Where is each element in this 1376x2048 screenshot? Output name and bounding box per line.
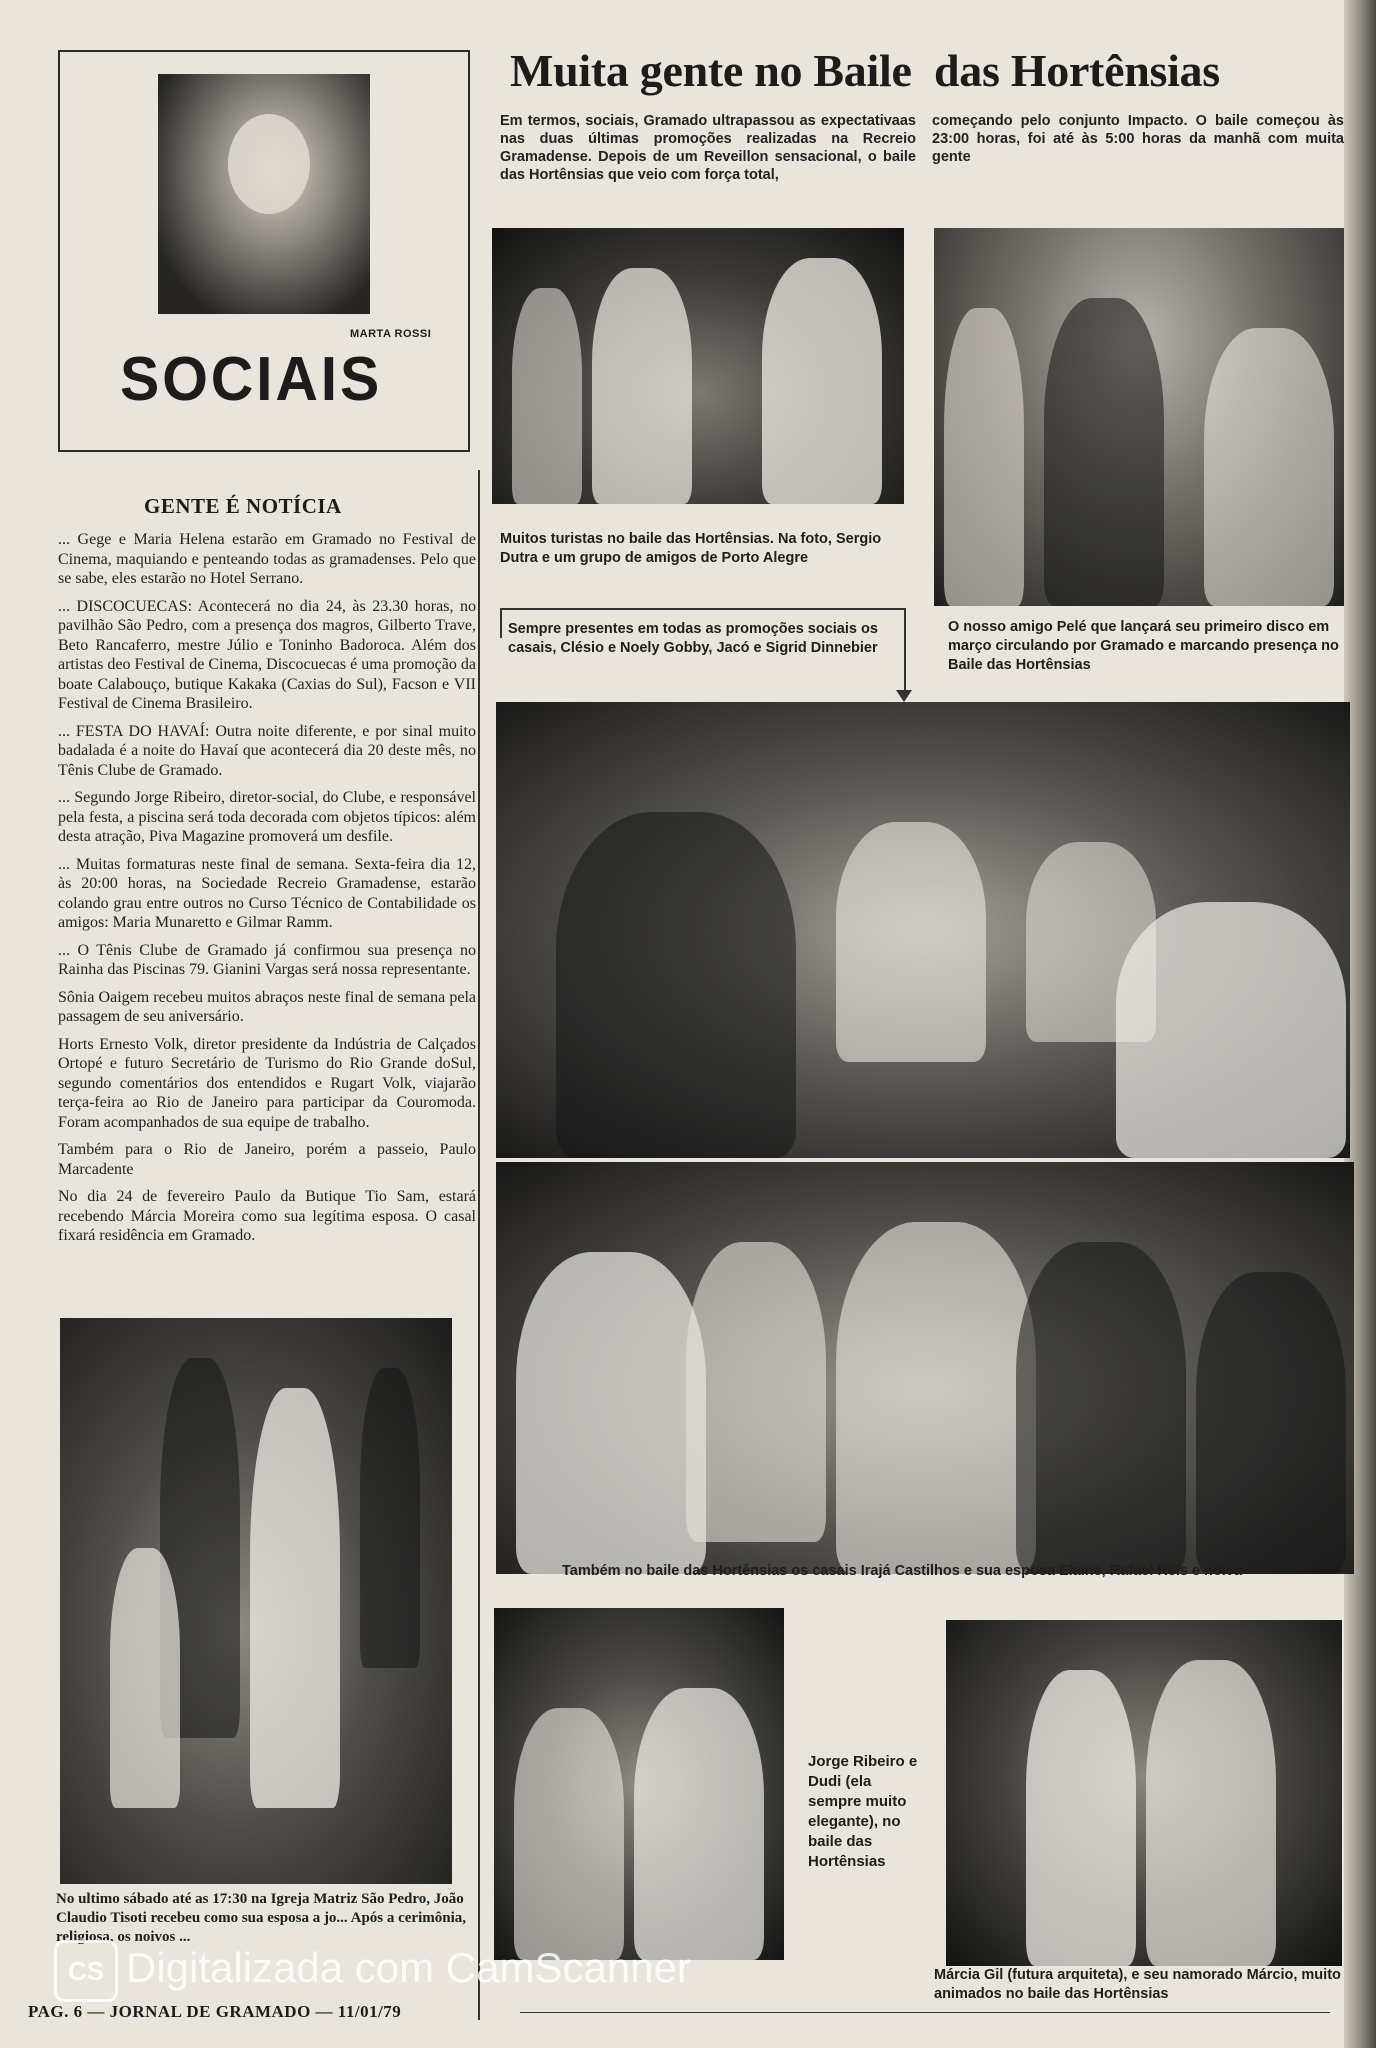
wedding-photo — [60, 1318, 452, 1884]
column-paragraph: ... Segundo Jorge Ribeiro, diretor-social, do Clube, e responsável pela festa, a piscina será toda decorada com objetos típicos: além desta atração, Piva Magazine promoverá um desfile. — [58, 789, 476, 845]
column-title: SOCIAIS — [120, 345, 383, 414]
caption-gobby: Sempre presentes em todas as promoções sociais os casais, Clésio e Noely Gobby, Jacó e Sigrid Dinnebier — [508, 621, 878, 656]
lead-right: começando pelo conjunto Impacto. O baile começou às 23:00 horas, foi até às 5:00 horas da manhã com muita gente — [932, 113, 1344, 165]
watermark-text: Digitalizada com CamScanner — [126, 1944, 691, 1991]
photo-turistas — [492, 228, 904, 504]
column-paragraph: Também para o Rio de Janeiro, porém a passeio, Paulo Marcadente — [58, 1141, 476, 1178]
caption-bracket-top — [500, 608, 906, 610]
page-footer: PAG. 6 — JORNAL DE GRAMADO — 11/01/79 — [28, 2002, 402, 2021]
column-paragraph: Horts Ernesto Volk, diretor presidente da Indústria de Calçados Ortopé e futuro Secretário de Turismo do Rio Grande doSul, segundo comentários dos entendidos e Rugart Volk, viajarão terça-feira ao Rio de Janeiro para participar da Couromoda. Foram acompanhados de sua equipe de trabalho. — [58, 1035, 476, 1131]
footer-rule — [520, 2012, 1330, 2013]
column-paragraph: ... O Tênis Clube de Gramado já confirmou sua presença no Rainha das Piscinas 79. Gianini Vargas será nossa representante. — [58, 941, 476, 978]
caption-marcia-gil: Márcia Gil (futura arquiteta), e seu namorado Márcio, muito animados no baile das Hortênsias — [934, 1967, 1341, 2002]
column-paragraph: Sônia Oaigem recebeu muitos abraços neste final de semana pela passagem de seu aniversário. — [58, 988, 476, 1025]
photo-gobby — [496, 702, 1350, 1158]
column-paragraph: ... Muitas formaturas neste final de semana. Sexta-feira dia 12, às 20:00 horas, na Sociedade Recreio Gramadense, estarão colando grau entre outros no Curso Técnico de Contabilidade os amigos: Maria Munaretto e Gilmar Ramm. — [58, 855, 476, 931]
caption-turistas: Muitos turistas no baile das Hortênsias. Na foto, Sergio Dutra e um grupo de amigos de Porto Alegre — [500, 531, 882, 566]
wedding-caption: No ultimo sábado até as 17:30 na Igreja Matriz São Pedro, João Claudio Tisoti recebeu como sua esposa a jo... Após a cerimônia, religiosa, os noivos ... — [56, 1891, 467, 1945]
column-paragraph: ... Gege e Maria Helena estarão em Gramado no Festival de Cinema, maquiando e penteando todas as gramadenses. Pelo que se sabe, eles estarão no Hotel Serrano. — [58, 531, 476, 587]
column-body — [58, 530, 476, 1290]
column-paragraph: No dia 24 de fevereiro Paulo da Butique Tio Sam, estará recebendo Márcia Moreira como sua legítima esposa. O casal fixará residência em Gramado. — [58, 1188, 476, 1244]
caption-castilhos: Também no baile das Hortênsias os casais Irajá Castilhos e sua esposa Elaine, Rafael Reis e noiva — [562, 1563, 1242, 1579]
columnist-portrait — [158, 74, 370, 314]
column-divider — [478, 470, 480, 2020]
camscanner-logo — [54, 1940, 118, 2002]
caption-bracket-right — [904, 608, 906, 696]
section-heading: GENTE É NOTÍCIA — [144, 494, 342, 518]
lead-left: Em termos, sociais, Gramado ultrapassou as expectativaas nas duas últimas promoções realizadas na Recreio Gramadense. Depois de um Reveillon sensacional, o baile das Hortênsias que veio com força total, — [500, 113, 916, 183]
column-header-box — [58, 50, 470, 452]
column-author: MARTA ROSSI — [350, 328, 432, 340]
caption-jorge-dudi: Jorge Ribeiro e Dudi (ela sempre muito elegante), no baile das Hortênsias — [808, 1753, 918, 1870]
photo-jorge-dudi — [494, 1608, 784, 1960]
column-paragraph: ... DISCOCUECAS: Acontecerá no dia 24, às 23.30 horas, no pavilhão São Pedro, com a presença dos magros, Gilberto Trave, Beto Rancaferro, mestre Júlio e Toninho Badoroca. Além dos artistas deo Festival de Cinema, Discocuecas é uma promoção da boate Calabouço, butique Kakaka (Caxias do Sul), Facson e VII Festival de Cinema Brasileiro. — [58, 597, 476, 712]
caption-bracket-left — [500, 608, 502, 638]
headline: Muita gente no Baile das Hortênsias — [510, 45, 1220, 96]
column-paragraph: ... FESTA DO HAVAÍ: Outra noite diferente, e por sinal muito badalada é a noite do Havaí que acontecerá dia 20 deste mês, no Tênis Clube de Gramado. — [58, 722, 476, 779]
arrow-down-icon — [896, 690, 912, 702]
photo-castilhos — [496, 1162, 1354, 1574]
photo-marcia-gil — [946, 1620, 1342, 1966]
camscanner-logo-text: CS — [67, 1955, 105, 1986]
photo-pele — [934, 228, 1344, 606]
caption-pele: O nosso amigo Pelé que lançará seu primeiro disco em março circulando por Gramado e marcando presença no Baile das Hortênsias — [948, 619, 1339, 673]
